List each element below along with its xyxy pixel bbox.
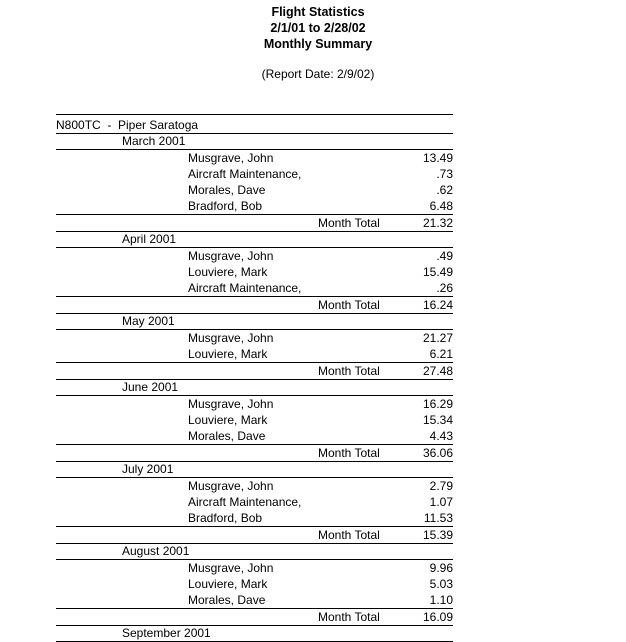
month-total-row xyxy=(56,445,453,462)
pilot-row xyxy=(56,280,453,297)
pilot-name: Aircraft Maintenance, xyxy=(188,495,302,509)
pilot-name: Louviere, Mark xyxy=(188,347,268,361)
pilot-name: Musgrave, John xyxy=(188,397,274,411)
pilot-hours: 16.29 xyxy=(422,397,453,411)
month-total-label: Month Total xyxy=(318,528,380,542)
month-section xyxy=(56,626,453,642)
pilot-row xyxy=(56,478,453,494)
pilot-hours: 4.43 xyxy=(429,429,453,443)
pilot-name: Aircraft Maintenance, xyxy=(188,167,302,181)
pilot-hours: 15.49 xyxy=(422,265,453,279)
pilot-row xyxy=(56,428,453,445)
pilot-name: Morales, Dave xyxy=(188,593,266,607)
pilot-row xyxy=(56,330,453,346)
month-name: July 2001 xyxy=(56,462,453,478)
month-total-value: 16.09 xyxy=(422,610,453,624)
pilot-row xyxy=(56,166,453,182)
pilot-hours: 6.21 xyxy=(429,347,453,361)
pilot-row xyxy=(56,264,453,280)
month-name: June 2001 xyxy=(56,380,453,396)
aircraft-row xyxy=(56,114,453,134)
pilot-row xyxy=(56,592,453,609)
month-total-label: Month Total xyxy=(318,298,380,312)
month-section xyxy=(56,314,453,380)
pilot-row xyxy=(56,248,453,264)
pilot-name: Musgrave, John xyxy=(188,479,274,493)
pilot-name: Louviere, Mark xyxy=(188,577,268,591)
pilot-name: Morales, Dave xyxy=(188,429,266,443)
pilot-name: Louviere, Mark xyxy=(188,413,268,427)
report-title: Flight Statistics xyxy=(271,5,365,19)
pilot-name: Bradford, Bob xyxy=(188,511,263,525)
pilot-row xyxy=(56,198,453,215)
report-header xyxy=(0,4,626,52)
month-total-label: Month Total xyxy=(318,610,380,624)
month-total-value: 21.32 xyxy=(422,216,453,230)
pilot-row xyxy=(56,396,453,412)
month-name: August 2001 xyxy=(56,544,453,560)
pilot-name: Aircraft Maintenance, xyxy=(188,281,302,295)
pilot-hours: 5.03 xyxy=(429,577,453,591)
month-total-row xyxy=(56,363,453,380)
pilot-hours: .62 xyxy=(436,183,453,197)
month-section xyxy=(56,544,453,626)
month-name: March 2001 xyxy=(56,134,453,150)
pilot-row xyxy=(56,576,453,592)
report-date-range: 2/1/01 to 2/28/02 xyxy=(270,21,366,35)
pilot-row xyxy=(56,494,453,510)
pilot-row xyxy=(56,560,453,576)
pilot-hours: .49 xyxy=(436,249,453,263)
pilot-row xyxy=(56,412,453,428)
aircraft-label: N800TC - Piper Saratoga xyxy=(56,118,199,132)
pilot-hours: 13.49 xyxy=(422,151,453,165)
pilot-hours: .26 xyxy=(436,281,453,295)
report-table xyxy=(56,114,453,642)
month-total-row xyxy=(56,527,453,544)
month-name: April 2001 xyxy=(56,232,453,248)
month-section xyxy=(56,380,453,462)
month-name: September 2001 xyxy=(56,626,453,642)
pilot-hours: 11.53 xyxy=(423,511,453,525)
pilot-name: Musgrave, John xyxy=(188,561,274,575)
month-total-value: 27.48 xyxy=(422,364,453,378)
month-total-value: 15.39 xyxy=(422,528,453,542)
pilot-name: Louviere, Mark xyxy=(188,265,268,279)
month-section xyxy=(56,232,453,314)
month-name: May 2001 xyxy=(56,314,453,330)
month-total-label: Month Total xyxy=(318,216,380,230)
pilot-hours: 1.10 xyxy=(429,593,453,607)
month-total-label: Month Total xyxy=(318,446,380,460)
pilot-row xyxy=(56,510,453,527)
pilot-hours: 15.34 xyxy=(422,413,453,427)
pilot-row xyxy=(56,182,453,198)
pilot-name: Musgrave, John xyxy=(188,151,274,165)
pilot-name: Musgrave, John xyxy=(188,249,274,263)
pilot-hours: 6.48 xyxy=(429,199,453,213)
pilot-name: Musgrave, John xyxy=(188,331,274,345)
pilot-name: Bradford, Bob xyxy=(188,199,263,213)
month-section xyxy=(56,134,453,232)
pilot-row xyxy=(56,346,453,363)
pilot-name: Morales, Dave xyxy=(188,183,266,197)
month-section xyxy=(56,462,453,544)
month-total-value: 16.24 xyxy=(422,298,453,312)
pilot-hours: 21.27 xyxy=(422,331,453,345)
month-total-row xyxy=(56,609,453,626)
report-date: (Report Date: 2/9/02) xyxy=(261,67,375,81)
pilot-row xyxy=(56,150,453,166)
report-subtitle: Monthly Summary xyxy=(263,37,373,51)
month-list xyxy=(56,134,453,642)
month-total-value: 36.06 xyxy=(422,446,453,460)
pilot-hours: 9.96 xyxy=(429,561,453,575)
month-total-row xyxy=(56,215,453,232)
month-total-label: Month Total xyxy=(318,364,380,378)
pilot-hours: 1.07 xyxy=(429,495,453,509)
pilot-hours: .73 xyxy=(436,167,453,181)
month-total-row xyxy=(56,297,453,314)
pilot-hours: 2.79 xyxy=(429,479,453,493)
